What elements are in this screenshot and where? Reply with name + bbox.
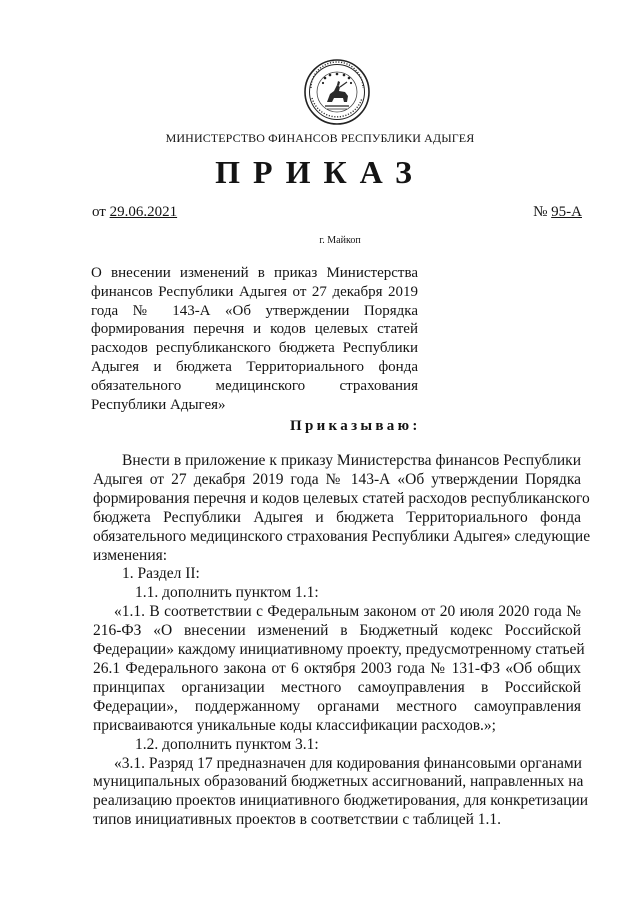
subject-line: финансов Республики Адыгея от 27 декабря 2019: [91, 283, 418, 300]
body-line: «1.1. В соответствии с Федеральным законом от 20 июля 2020 года №: [114, 603, 581, 621]
order-heading: Приказываю:: [290, 418, 421, 434]
body-line: 1. Раздел II:: [122, 565, 200, 583]
body-line: реализацию проектов инициативного бюджетирования, для конкретизации: [93, 792, 589, 810]
date-line: [92, 204, 177, 221]
document-date: 29.06.2021: [109, 204, 178, 220]
body-line: 1.1. дополнить пунктом 1.1:: [135, 584, 319, 602]
body-line: бюджета Республики Адыгея и бюджета Территориального фонда: [93, 508, 581, 526]
subject-line: года № 143-А «Об утверждении Порядка: [91, 302, 418, 319]
body-line: 216-ФЗ «О внесении изменений в Бюджетный кодекс Российской: [93, 622, 581, 640]
coat-of-arms-emblem: [303, 58, 371, 126]
body-line: Адыгея от 27 декабря 2019 года № 143-А «Об утверждении Порядка: [93, 470, 581, 488]
subject-line: Адыгея и бюджета Территориального фонда: [91, 358, 418, 375]
body-text: [93, 452, 591, 830]
date-prefix: от: [92, 204, 106, 220]
document-number: 95-А: [551, 204, 582, 220]
body-line: 26.1 Федерального закона от 6 октября 2003 года № 131-ФЗ «Об общих: [93, 659, 581, 677]
number-line: [533, 204, 582, 221]
body-line: Федерации», поддержанному органами местного самоуправления: [93, 697, 581, 715]
body-line: изменения:: [93, 546, 168, 564]
body-line: формирования перечня и кодов целевых статей расходов республиканского: [93, 489, 590, 507]
body-line: обязательного медицинского страхования Республики Адыгея» следующие: [93, 527, 591, 545]
body-line: Внести в приложение к приказу Министерства финансов Республики: [122, 452, 581, 469]
body-line: 1.2. дополнить пунктом 3.1:: [135, 735, 319, 753]
ministry-name: МИНИСТЕРСТВО ФИНАНСОВ РЕСПУБЛИКИ АДЫГЕЯ: [165, 131, 475, 145]
number-prefix: №: [533, 204, 548, 220]
subject-line: формирования перечня и кодов целевых статей: [91, 321, 418, 338]
subject-line: О внесении изменений в приказ Министерства: [91, 265, 418, 281]
body-line: муниципальных образований бюджетных ассигнований, направленных на: [93, 773, 584, 791]
subject-line: Республики Адыгея»: [91, 396, 226, 413]
body-line: Федерации» каждому инициативному проекту, предусмотренному статьей: [93, 641, 585, 659]
body-line: типов инициативных проектов в соответствии с таблицей 1.1.: [93, 811, 502, 829]
city: г. Майкоп: [319, 235, 361, 246]
subject-line: обязательного медицинского страхования: [91, 377, 418, 394]
body-line: «3.1. Разряд 17 предназначен для кодирования финансовыми органами: [114, 754, 582, 772]
subject-line: расходов республиканского бюджета Республики: [91, 340, 418, 357]
body-line: присваиваются уникальные коды классификации расходов.»;: [93, 716, 496, 734]
body-line: принципах организации местного самоуправления в Российской: [93, 678, 581, 696]
subject-block: [91, 264, 418, 414]
document-title: ПРИКАЗ: [215, 154, 425, 190]
